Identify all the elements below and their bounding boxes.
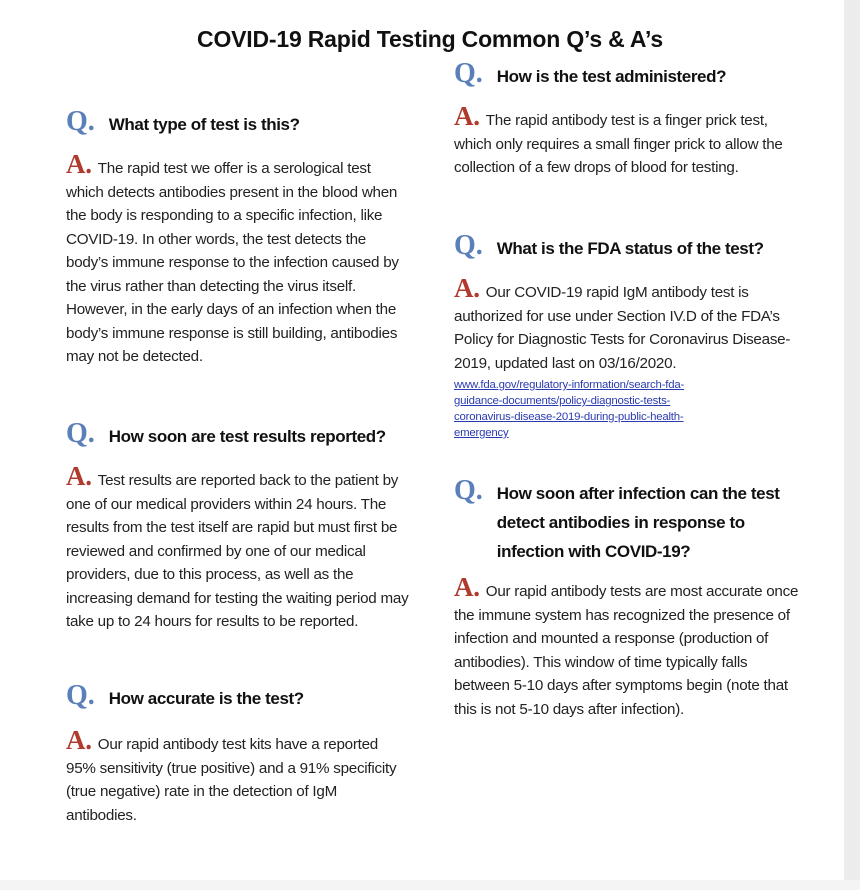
question-row <box>454 477 799 566</box>
fda-link[interactable] <box>454 377 799 441</box>
question-text: What is the FDA status of the test? <box>496 239 764 258</box>
faq-item-detection-timing <box>454 477 799 721</box>
page-bottom-edge <box>0 880 860 890</box>
question-row <box>454 60 799 91</box>
answer-body: Our COVID-19 rapid IgM antibody test is authorized for use under Section IV.D of the FDA’s Policy for Diagnostic Tests for Coronavirus Disease-2019, updated last on 03/16/2020. <box>454 284 791 372</box>
question-text: How soon after infection can the test detect antibodies in response to infection with COVID-19? <box>496 484 780 561</box>
answer-text <box>454 101 799 180</box>
faq-item-results-timing <box>66 420 411 634</box>
a-marker: A. <box>66 149 92 179</box>
question-text: How is the test administered? <box>496 67 727 86</box>
fda-link-line[interactable]: www.fda.gov/regulatory-information/search-fda- <box>454 379 685 391</box>
page-title: COVID-19 Rapid Testing Common Q’s & A’s <box>197 26 663 52</box>
q-marker: Q. <box>454 58 483 89</box>
q-marker: Q. <box>454 230 483 261</box>
q-marker: Q. <box>66 106 95 137</box>
a-marker: A. <box>66 461 92 491</box>
question-row <box>66 682 411 713</box>
answer-text <box>454 273 799 375</box>
answer-text <box>454 572 799 721</box>
answer-body: Our rapid antibody test kits have a reported 95% sensitivity (true positive) and a 91% specificity (true negative) rate in the detection of IgM antibodies. <box>66 736 397 824</box>
a-marker: A. <box>454 273 480 303</box>
answer-text <box>66 461 411 634</box>
q-marker: Q. <box>66 680 95 711</box>
fda-link-line[interactable]: guidance-documents/policy-diagnostic-tests- <box>454 395 671 407</box>
question-row <box>66 420 411 451</box>
answer-body: Test results are reported back to the patient by one of our medical providers within 24 hours. The results from the test itself are rapid but must first be reviewed and confirmed by one of our medical providers, due to this process, as well as the increasing demand for testing the waiting period may take up to 24 hours for results to be reported. <box>66 472 409 630</box>
answer-text <box>66 149 411 369</box>
fda-link-line[interactable]: coronavirus-disease-2019-during-public-health- <box>454 411 684 423</box>
question-text: What type of test is this? <box>108 115 300 134</box>
a-marker: A. <box>66 725 92 755</box>
faq-item-administration <box>454 60 799 180</box>
page-edge <box>844 0 860 890</box>
question-row <box>454 232 799 263</box>
fda-link-line[interactable]: emergency <box>454 427 509 439</box>
question-text: How accurate is the test? <box>108 689 304 708</box>
a-marker: A. <box>454 101 480 131</box>
faq-item-accuracy <box>66 682 411 827</box>
question-text: How soon are test results reported? <box>108 427 386 446</box>
q-marker: Q. <box>66 418 95 449</box>
question-row <box>66 108 411 139</box>
faq-item-fda-status <box>454 232 799 441</box>
answer-body: Our rapid antibody tests are most accurate once the immune system has recognized the presence of infection and mounted a response (production of antibodies). This window of time typically falls between 5-10 days after symptoms begin (note that this is not 5-10 days after infection). <box>454 583 799 718</box>
faq-item-test-type <box>66 108 411 369</box>
answer-text <box>66 725 411 827</box>
a-marker: A. <box>454 572 480 602</box>
q-marker: Q. <box>454 475 483 506</box>
answer-body: The rapid test we offer is a serological test which detects antibodies present in the blood when the body is responding to a specific infection, like COVID-19. In other words, the test detects the body’s immune response to the infection caused by the virus rather than detecting the virus itself. However, in the early days of an infection when the body’s immune response is still building, antibodies may not be detected. <box>66 160 399 365</box>
answer-body: The rapid antibody test is a finger prick test, which only requires a small finger prick to allow the collection of a few drops of blood for testing. <box>454 112 783 176</box>
